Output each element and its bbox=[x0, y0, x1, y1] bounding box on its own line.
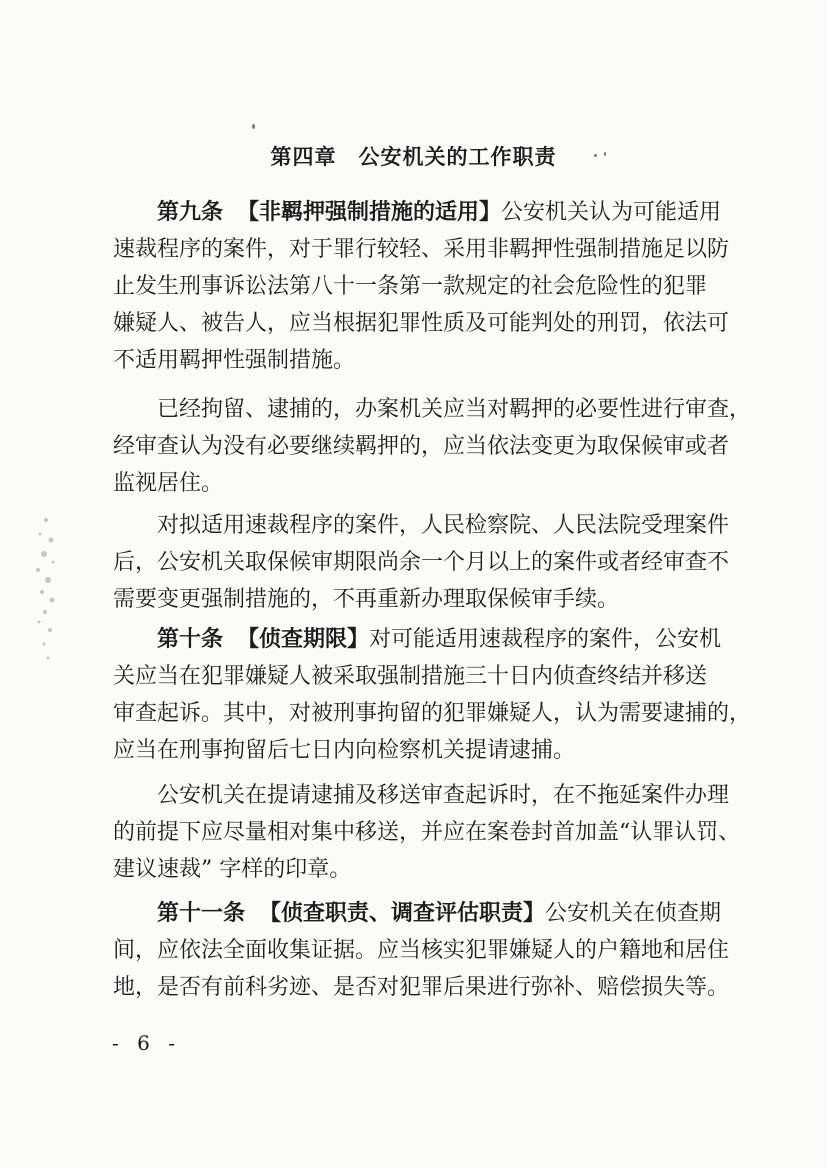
binding-hole-marks bbox=[26, 510, 66, 670]
text-line: 地，是否有前科劣迹、是否对犯罪后果进行弥补、赔偿损失等。 bbox=[113, 975, 730, 1000]
text-line: 关应当在犯罪嫌疑人被采取强制措施三十日内侦查终结并移送 bbox=[113, 664, 708, 689]
text-line: 后，公安机关取保候审期限尚余一个月以上的案件或者经审查不 bbox=[113, 550, 730, 575]
text-line: 间，应依法全面收集证据。应当核实犯罪嫌疑人的户籍地和居住 bbox=[113, 938, 730, 963]
article-10-label: 第十条 bbox=[157, 627, 224, 652]
text-line: 已经拘留、逮捕的，办案机关应当对羁押的必要性进行审查， bbox=[157, 397, 752, 422]
article-11-label: 第十一条 bbox=[157, 901, 246, 926]
article-9-label: 第九条 bbox=[157, 200, 224, 225]
text-line: 嫌疑人、被告人，应当根据犯罪性质及可能判处的刑罚，依法可 bbox=[113, 311, 730, 336]
scan-speck bbox=[252, 124, 255, 129]
text-line: 需要变更强制措施的，不再重新办理取保候审手续。 bbox=[113, 587, 620, 612]
text-line: 监视居住。 bbox=[113, 471, 224, 496]
text-line: 不适用羁押性强制措施。 bbox=[113, 348, 356, 373]
text-line: 公安机关在侦查期 bbox=[545, 901, 722, 926]
article-10-title: 【侦查期限】 bbox=[237, 627, 370, 652]
page-number: - 6 - bbox=[112, 1031, 181, 1055]
text-line: 审查起诉。其中，对被刑事拘留的犯罪嫌疑人，认为需要逮捕的， bbox=[113, 701, 752, 726]
article-10-first-line bbox=[157, 627, 721, 653]
text-line: 公安机关认为可能适用 bbox=[501, 200, 722, 225]
text-line: 的前提下应尽量相对集中移送，并应在案卷封首加盖“认罪认罚、 bbox=[113, 820, 741, 845]
text-line: 对拟适用速裁程序的案件，人民检察院、人民法院受理案件 bbox=[157, 513, 730, 538]
chapter-number: 第四章 bbox=[270, 145, 337, 169]
text-line: 止发生刑事诉讼法第八十一条第一款规定的社会危险性的犯罪 bbox=[113, 274, 708, 299]
article-9-title: 【非羁押强制措施的适用】 bbox=[237, 200, 502, 225]
chapter-title: 公安机关的工作职责 bbox=[358, 145, 557, 169]
text-line: 速裁程序的案件，对于罪行较轻、采用非羁押性强制措施足以防 bbox=[113, 237, 730, 262]
text-line: 应当在刑事拘留后七日内向检察机关提请逮捕。 bbox=[113, 738, 576, 763]
text-line: 公安机关在提请逮捕及移送审查起诉时，在不拖延案件办理 bbox=[157, 783, 730, 808]
article-11-first-line bbox=[157, 901, 721, 927]
article-11-title: 【侦查职责、调查评估职责】 bbox=[259, 901, 546, 926]
article-9-first-line bbox=[157, 200, 721, 226]
chapter-heading bbox=[0, 141, 827, 171]
text-line: 经审查认为没有必要继续羁押的，应当依法变更为取保候审或者 bbox=[113, 434, 730, 459]
text-line: 对可能适用速裁程序的案件，公安机 bbox=[369, 627, 722, 652]
text-line: 建议速裁” 字样的印章。 bbox=[113, 857, 352, 882]
